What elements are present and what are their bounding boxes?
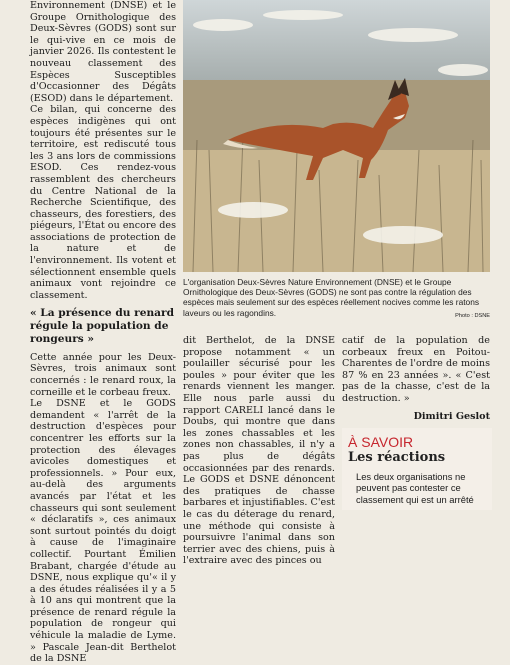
- paragraph-species: Cette année pour les Deux-Sèvres, trois animaux sont concernés : le renard roux, la corneille et le corbeau freux.: [30, 351, 176, 398]
- article-column-middle: [183, 335, 335, 567]
- article-column-right: [342, 335, 490, 422]
- caption-text: L'organisation Deux-Sèvres Nature Environnement (DNSE) et le Groupe Ornithologique des Deux-Sèvres (GODS) ne sont pas contre la régulation des espèces mais seulement sur des espèces réellement nocives comme les ratons laveurs ou les ragondins.: [183, 277, 480, 318]
- article-column-left: [30, 0, 176, 665]
- sidebar-box: [342, 428, 492, 510]
- sidebar-text: Les deux organisations ne peuvent pas contester ce classement qui est un arrêté: [356, 471, 474, 505]
- photo-credit: Photo : DSNE: [455, 312, 490, 319]
- photo-caption: [183, 277, 490, 321]
- pull-quote: « La présence du renard régule la population de rongeurs »: [30, 307, 174, 346]
- paragraph-continued: dit Berthelot, de la DNSE propose notamment « un poulailler sécurisé pour les poules » pour éviter que les renards viennent les manger. Elle nous parle aussi du rapport CARELI lancé dans le Doubs, qui montre que dans les zones chassables et les zones non chassables, il n'y a pas plus de dégâts occasionnées par des renards. Le GODS et DSNE dénoncent des pratiques de chasse barbares et injustifiables. C'est le cas du déterage du renard, une méthode qui consiste à poursuivre l'animal dans son terrier avec des chiens, puis à l'extraire avec des pinces ou: [183, 335, 335, 567]
- paragraph-demands: Le DSNE et le GODS demandent « l'arrêt de la destruction d'espèces pour concentrer les efforts sur la protection des élevages avicoles domestiques et professionnels. » Pour eux, au-delà des arguments avancés par l'état et les chasseurs qui sont seulement « déclaratifs », ces animaux sont surtout pointés du doigt à cause de l'imaginaire collectif. Pourtant Émilien Brabant, chargée d'étude au DSNE, nous explique qu'« il y a des études réalisées il y a 5 à 10 ans qui montrent que la présence de renard régule la population de rongeur qui véhicule la maladie de Lyme. » Pascale Jean-dit Berthelot de la DSNE: [30, 398, 176, 665]
- paragraph-conclusion: catif de la population de corbeaux freux en Poitou-Charentes de l'ordre de moins 87 % en 23 années ». « C'est pas de la chasse, c'est de la destruction. »: [342, 335, 490, 404]
- author-signature: Dimitri Geslot: [413, 410, 490, 422]
- fox-photo: [183, 0, 490, 272]
- paragraph-intro: Environnement (DNSE) et le Groupe Ornithologique des Deux-Sèvres (GODS) sont sur le qui-vive en ce mois de janvier 2026. Ils contestent le nouveau classement des Espèces Susceptibles d'Occasionner des Dégâts (ESOD) dans le département.: [30, 0, 176, 104]
- paragraph-esod: Ce bilan, qui concerne des espèces indigènes qui ont toujours été présentes sur le territoire, est rediscuté tous les 3 ans lors de commissions ESOD. Ces rendez-vous rassemblent des chercheurs du Centre National de la Recherche Scientifique, des chasseurs, des forestiers, des piégeurs, l'État ou encore des associations de protection de la nature et de l'environnement. Ils votent et sélectionnent ensemble quels animaux vont rejoindre ce classement.: [30, 104, 176, 301]
- fox-in-field-image: [183, 0, 490, 272]
- sidebar-subtitle: Les réactions: [348, 450, 446, 465]
- sidebar-title: À SAVOIR: [348, 434, 414, 450]
